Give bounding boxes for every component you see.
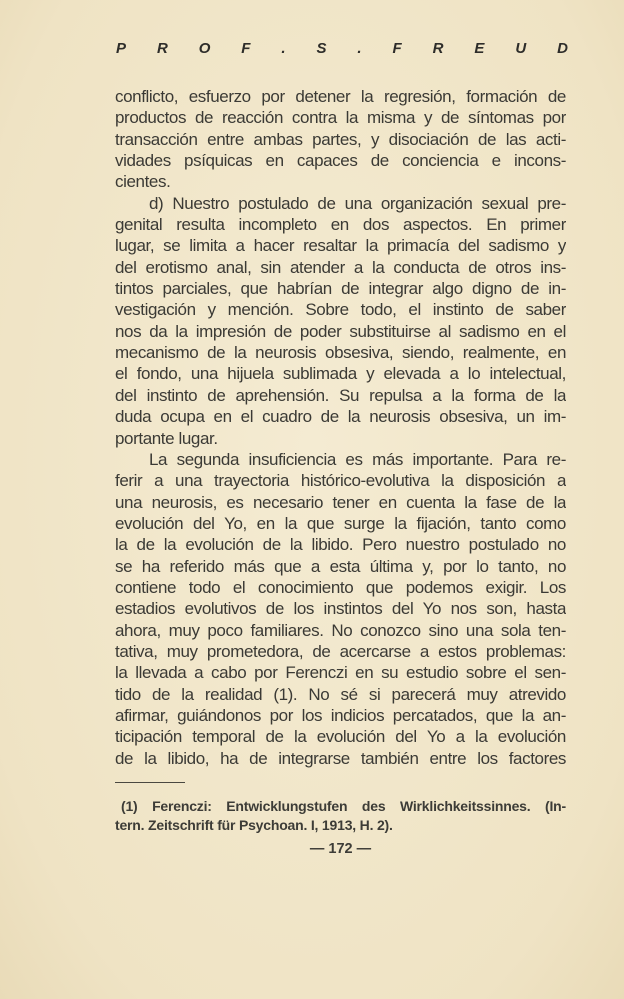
header-letter: U	[515, 40, 527, 57]
header-letter: .	[281, 40, 286, 57]
text-line: productos de reacción contra la misma y de síntomas por	[115, 108, 566, 128]
text-line: la de la evolución de la libido. Pero nuestro postulado no	[115, 535, 566, 555]
text-line: se ha referido más que a esta última y, por lo tanto, no	[115, 556, 566, 576]
text-line: cientes.	[115, 172, 171, 192]
text-line: afirmar, guiándonos por los indicios percatados, que la an-	[115, 705, 566, 725]
text-line: del instinto de aprehensión. Su repulsa a la forma de la	[115, 385, 566, 405]
text-line: nos da la impresión de poder substituirse al sadismo en el	[115, 321, 566, 341]
text-line: La segunda insuficiencia es más importante. Para re-	[149, 449, 566, 469]
text-line: lugar, se limita a hacer resaltar la primacía del sadismo y	[115, 236, 566, 256]
text-line: el fondo, una hijuela sublimada y elevada a lo intelectual,	[115, 364, 566, 384]
header-letter: .	[357, 40, 362, 57]
header-letter: F	[241, 40, 251, 57]
header-letter: O	[198, 40, 211, 57]
header-letter: R	[156, 40, 168, 57]
header-letter: E	[474, 40, 485, 57]
text-line: conflicto, esfuerzo por detener la regresión, formación de	[115, 87, 566, 106]
text-line: d) Nuestro postulado de una organización sexual pre-	[149, 193, 566, 213]
text-line: tido de la realidad (1). No sé si parecerá muy atrevido	[115, 684, 566, 704]
text-line: de la libido, ha de integrarse también entre los factores	[115, 748, 566, 768]
text-line: vestigación y mención. Sobre todo, el instinto de saber	[115, 300, 566, 320]
text-line: la llevada a cabo por Ferenczi en su estudio sobre el sen-	[115, 663, 566, 683]
footnote-line: tern. Zeitschrift für Psychoan. I, 1913, H. 2).	[115, 817, 393, 833]
header-letter: S	[316, 40, 327, 57]
page-number: — 172 —	[309, 841, 372, 857]
footnote	[115, 797, 566, 835]
text-line: vidades psíquicas en capaces de conciencia e incons-	[115, 151, 566, 171]
footnote-divider	[115, 782, 185, 783]
footnote-line: (1) Ferenczi: Entwicklungstufen des Wirklichkeitssinnes. (In-	[121, 798, 566, 814]
running-header	[116, 40, 568, 57]
body-text	[115, 86, 566, 769]
text-line: duda ocupa en el cuadro de la neurosis obsesiva, un im-	[115, 407, 566, 427]
header-letter: R	[432, 40, 444, 57]
text-line: portante lugar.	[115, 428, 218, 448]
text-line: genital resulta incompleto en dos aspectos. En primer	[115, 215, 566, 235]
text-line: ferir a una trayectoria histórico-evolutiva la disposición a	[115, 471, 566, 491]
text-line: una neurosis, es necesario tener en cuenta la fase de la	[115, 492, 566, 512]
text-line: tativa, muy prometedora, de acercarse a estos problemas:	[115, 641, 566, 661]
header-letter: F	[392, 40, 402, 57]
text-line: ahora, muy poco familiares. No conozco sino una sola ten-	[115, 620, 566, 640]
text-line: tintos parciales, que habrían de integrar algo digno de in-	[115, 279, 566, 299]
text-line: mecanismo de la neurosis obsesiva, siendo, realmente, en	[115, 343, 566, 363]
header-letter: P	[116, 40, 127, 57]
text-line: contiene todo el conocimiento que podemos exigir. Los	[115, 577, 566, 597]
text-line: del erotismo anal, sin atender a la conducta de otros ins-	[115, 257, 566, 277]
text-line: ticipación temporal de la evolución del Yo a la evolución	[115, 727, 566, 747]
text-line: estadios evolutivos de los instintos del Yo nos son, hasta	[115, 599, 566, 619]
text-line: transacción entre ambas partes, y disociación de las acti-	[115, 129, 566, 149]
header-letter: D	[557, 40, 568, 57]
text-line: evolución del Yo, en la que surge la fijación, tanto como	[115, 513, 566, 533]
